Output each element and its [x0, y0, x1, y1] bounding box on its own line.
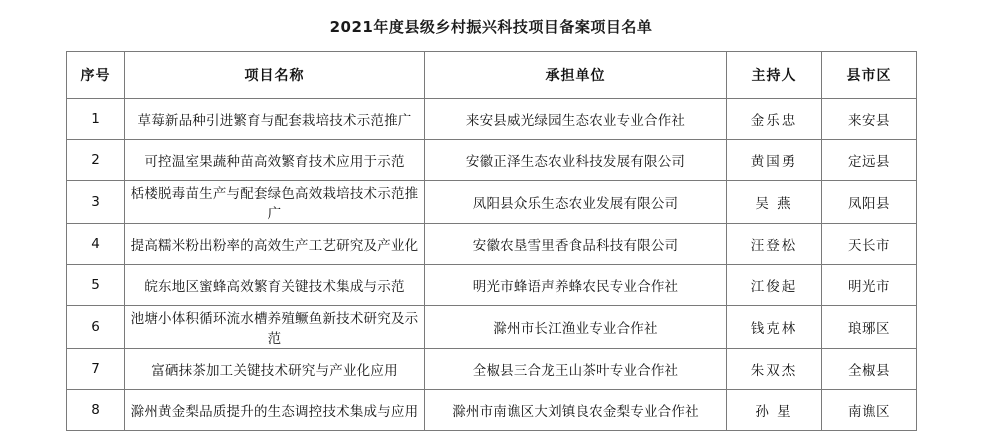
table-row [67, 99, 917, 140]
cell-county: 明光市 [822, 265, 917, 306]
cell-project-name: 可控温室果蔬种苗高效繁育技术应用于示范 [125, 140, 425, 181]
cell-undertaking-unit: 凤阳县众乐生态农业发展有限公司 [425, 181, 727, 224]
cell-undertaking-unit: 滁州市长江渔业专业合作社 [425, 306, 727, 349]
cell-project-name: 富硒抹茶加工关键技术研究与产业化应用 [125, 349, 425, 390]
table-header-row [67, 52, 917, 99]
cell-no: 2 [67, 140, 125, 181]
table-row [67, 265, 917, 306]
column-header-host: 主持人 [727, 52, 822, 99]
cell-no: 8 [67, 390, 125, 431]
cell-no: 4 [67, 224, 125, 265]
cell-no: 5 [67, 265, 125, 306]
cell-no: 6 [67, 306, 125, 349]
cell-no: 7 [67, 349, 125, 390]
cell-county: 天长市 [822, 224, 917, 265]
table-row [67, 181, 917, 224]
column-header-project-name: 项目名称 [125, 52, 425, 99]
cell-host: 金乐忠 [727, 99, 822, 140]
table-container [0, 51, 982, 431]
cell-project-name: 草莓新品种引进繁育与配套栽培技术示范推广 [125, 99, 425, 140]
cell-undertaking-unit: 滁州市南谯区大刘镇良农金梨专业合作社 [425, 390, 727, 431]
cell-host: 黄国勇 [727, 140, 822, 181]
cell-project-name: 提高糯米粉出粉率的高效生产工艺研究及产业化 [125, 224, 425, 265]
cell-county: 凤阳县 [822, 181, 917, 224]
cell-county: 琅琊区 [822, 306, 917, 349]
table-row [67, 349, 917, 390]
table-row [67, 224, 917, 265]
table-row [67, 390, 917, 431]
page-title: 2021年度县级乡村振兴科技项目备案项目名单 [329, 18, 653, 36]
cell-project-name: 栝楼脱毒苗生产与配套绿色高效栽培技术示范推广 [125, 181, 425, 224]
cell-undertaking-unit: 来安县威光绿园生态农业专业合作社 [425, 99, 727, 140]
cell-no: 1 [67, 99, 125, 140]
cell-host: 孙 星 [727, 390, 822, 431]
cell-project-name: 池塘小体积循环流水槽养殖鳜鱼新技术研究及示范 [125, 306, 425, 349]
cell-host: 钱克林 [727, 306, 822, 349]
table-header [67, 52, 917, 99]
cell-no: 3 [67, 181, 125, 224]
cell-undertaking-unit: 全椒县三合龙王山茶叶专业合作社 [425, 349, 727, 390]
column-header-undertaking-unit: 承担单位 [425, 52, 727, 99]
cell-county: 定远县 [822, 140, 917, 181]
cell-host: 汪登松 [727, 224, 822, 265]
cell-undertaking-unit: 明光市蜂语声养蜂农民专业合作社 [425, 265, 727, 306]
cell-county: 来安县 [822, 99, 917, 140]
project-listing-table [66, 51, 917, 431]
column-header-no: 序号 [67, 52, 125, 99]
cell-project-name: 皖东地区蜜蜂高效繁育关键技术集成与示范 [125, 265, 425, 306]
cell-project-name: 滁州黄金梨品质提升的生态调控技术集成与应用 [125, 390, 425, 431]
table-row [67, 140, 917, 181]
table-row [67, 306, 917, 349]
column-header-county: 县市区 [822, 52, 917, 99]
cell-undertaking-unit: 安徽正泽生态农业科技发展有限公司 [425, 140, 727, 181]
table-body [67, 99, 917, 431]
cell-host: 江俊起 [727, 265, 822, 306]
cell-county: 全椒县 [822, 349, 917, 390]
cell-county: 南谯区 [822, 390, 917, 431]
cell-host: 吴 燕 [727, 181, 822, 224]
cell-host: 朱双杰 [727, 349, 822, 390]
cell-undertaking-unit: 安徽农垦雪里香食品科技有限公司 [425, 224, 727, 265]
